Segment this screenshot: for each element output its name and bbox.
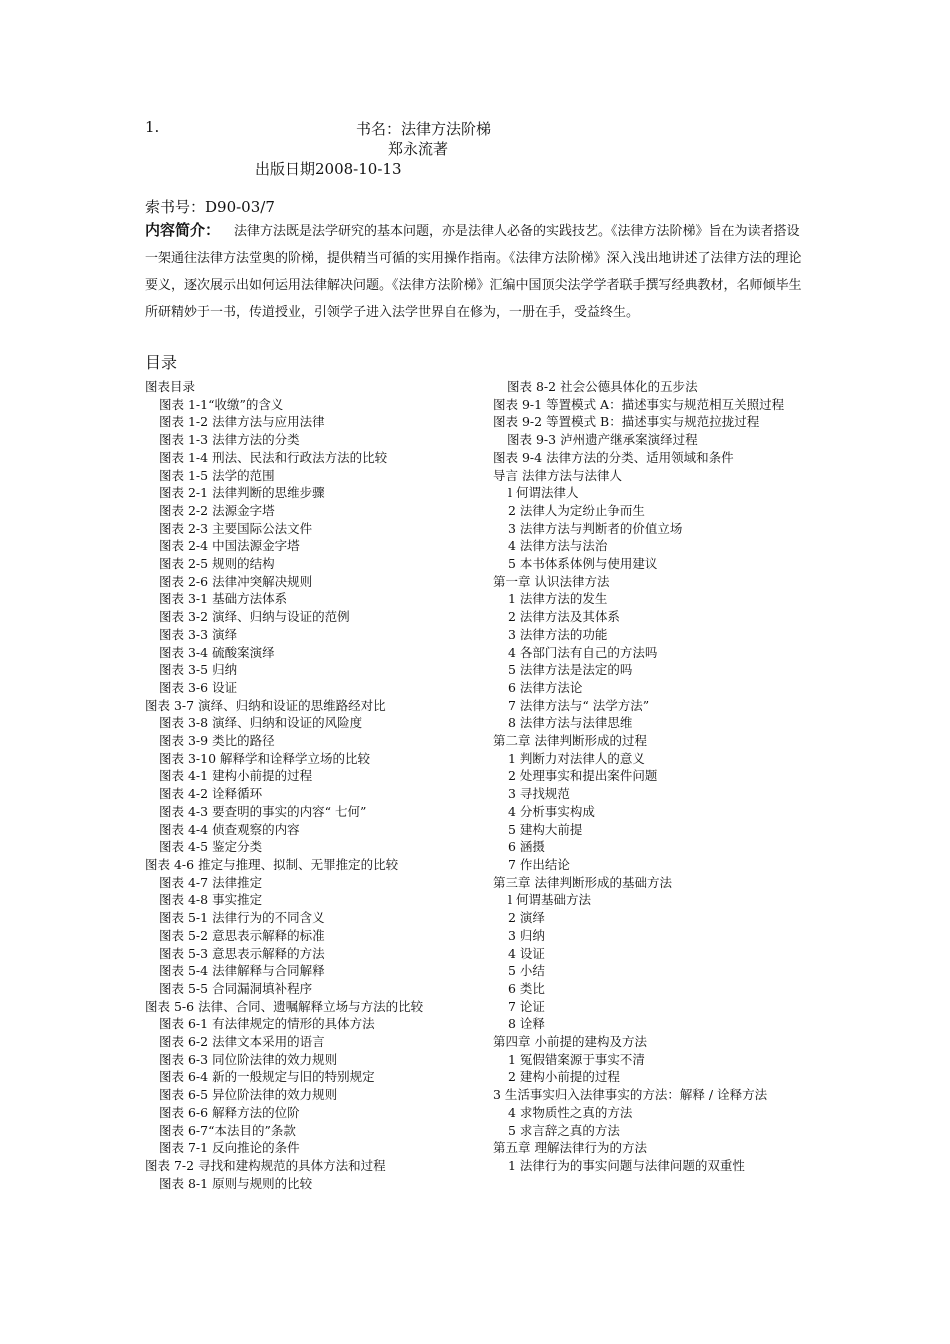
- toc-entry: 图表 1-2 法律方法与应用法律: [159, 414, 325, 430]
- toc-entry: 4 求物质性之真的方法: [508, 1104, 633, 1120]
- toc-section-heading: 第五章 理解法律行为的方法: [493, 1140, 647, 1156]
- toc-entry: 图表 1-5 法学的范围: [159, 467, 275, 483]
- toc-entry: 图表 2-4 中国法源金字塔: [159, 538, 300, 554]
- toc-entry: 图表 2-5 规则的结构: [159, 556, 275, 572]
- toc-entry: 图表 3-8 演绎、归纳和设证的风险度: [159, 715, 363, 731]
- toc-entry: 图表 8-1 原则与规则的比较: [159, 1175, 313, 1191]
- toc-entry: 图表 4-7 法律推定: [159, 874, 263, 890]
- toc-entry: 图表 6-1 有法律规定的情形的具体方法: [159, 1016, 375, 1032]
- toc-entry: 图表 3-10 解释学和诠释学立场的比较: [159, 750, 371, 766]
- toc-entry: 7 作出结论: [508, 856, 570, 872]
- content-summary: [145, 217, 805, 326]
- toc-heading: 目录: [145, 353, 178, 372]
- toc-entry: 3 法律方法的功能: [508, 626, 608, 642]
- toc-entry: 5 建构大前提: [508, 821, 583, 837]
- toc-entry: 1 冤假错案源于事实不清: [508, 1051, 645, 1067]
- toc-entry: 3 寻找规范: [508, 786, 570, 802]
- toc-entry: 7 论证: [508, 998, 545, 1014]
- toc-entry: 5 小结: [508, 963, 545, 979]
- toc-entry: 5 本书体系体例与使用建议: [508, 556, 658, 572]
- toc-section-heading: 第二章 法律判断形成的过程: [493, 733, 647, 749]
- toc-entry: 图表 3-2 演绎、归纳与设证的范例: [159, 609, 350, 625]
- book-title: 书名：法律方法阶梯: [356, 120, 492, 138]
- toc-entry: 图表 3-6 设证: [159, 679, 238, 695]
- toc-section-heading: 第三章 法律判断形成的基础方法: [493, 874, 672, 890]
- toc-entry: 图表 5-1 法律行为的不同含义: [159, 910, 325, 926]
- toc-entry: 图表 6-2 法律文本采用的语言: [159, 1034, 325, 1050]
- toc-entry: 图表 1-3 法律方法的分类: [159, 432, 300, 448]
- toc-entry: 图表 4-4 侦查观察的内容: [159, 821, 300, 837]
- toc-entry: 图表 5-6 法律、合同、遗嘱解释立场与方法的比较: [145, 998, 424, 1014]
- toc-entry: 1 法律方法的发生: [508, 591, 608, 607]
- toc-entry: 4 各部门法有自己的方法吗: [508, 644, 658, 660]
- toc-entry: 图表 3-1 基础方法体系: [159, 591, 288, 607]
- toc-entry: 图表 2-2 法源金字塔: [159, 502, 275, 518]
- toc-entry: 4 法律方法与法治: [508, 538, 608, 554]
- toc-entry: l 何谓法律人: [508, 485, 579, 501]
- toc-entry: 图表 7-2 寻找和建构规范的具体方法和过程: [145, 1157, 386, 1173]
- toc-entry: 图表 5-3 意思表示解释的方法: [159, 945, 325, 961]
- call-number: 索书号：D90-03/7: [145, 198, 275, 216]
- toc-entry: 2 法律人为定纷止争而生: [508, 502, 645, 518]
- toc-entry: 6 法律方法论: [508, 679, 583, 695]
- book-author: 郑永流著: [388, 140, 449, 158]
- toc-entry: l 何谓基础方法: [508, 892, 591, 908]
- toc-entry: 图表 9-3 泸州遗产继承案演绎过程: [507, 432, 698, 448]
- toc-entry: 3 法律方法与判断者的价值立场: [508, 520, 683, 536]
- toc-entry: 图表 3-3 演绎: [159, 626, 238, 642]
- toc-entry: 5 求言辞之真的方法: [508, 1122, 620, 1138]
- toc-entry: 8 诠释: [508, 1016, 545, 1032]
- toc-entry: 6 涵摄: [508, 839, 545, 855]
- toc-entry: 图表 4-2 诠释循环: [159, 786, 263, 802]
- toc-entry: 图表 4-3 要查明的事实的内容“ 七何”: [159, 803, 367, 819]
- toc-entry: 图表 8-2 社会公德具体化的五步法: [507, 379, 698, 394]
- toc-entry: 7 法律方法与“ 法学方法”: [508, 697, 650, 713]
- toc-section-heading: 图表目录: [145, 379, 196, 394]
- publication-date: 出版日期2008-10-13: [255, 160, 402, 178]
- toc-entry: 2 法律方法及其体系: [508, 609, 620, 625]
- toc-entry: 图表 3-5 归纳: [159, 662, 238, 678]
- toc-entry: 图表 6-7“本法目的”条款: [159, 1122, 296, 1138]
- toc-entry: 3 归纳: [508, 927, 545, 943]
- toc-entry: 图表 3-7 演绎、归纳和设证的思维路经对比: [145, 697, 386, 713]
- toc-entry: 图表 1-1“收缴”的含义: [159, 396, 284, 412]
- toc-entry: 图表 6-5 异位阶法律的效力规则: [159, 1087, 338, 1103]
- toc-section-heading: 第一章 认识法律方法: [493, 573, 610, 589]
- toc-entry: 图表 4-1 建构小前提的过程: [159, 768, 313, 784]
- toc-entry: 图表 4-5 鉴定分类: [159, 839, 263, 855]
- toc-left-column: [145, 378, 453, 1192]
- toc-entry: 图表 4-6 推定与推理、拟制、无罪推定的比较: [145, 856, 399, 872]
- toc-entry: 图表 4-8 事实推定: [159, 892, 263, 908]
- toc-entry: 图表 7-1 反向推论的条件: [159, 1140, 300, 1156]
- entry-number: 1.: [145, 118, 160, 136]
- toc-entry: 6 类比: [508, 980, 545, 996]
- content-summary-text: 法律方法既是法学研究的基本问题，亦是法律人必备的实践技艺。《法律方法阶梯》旨在为读者搭设一架通往法律方法堂奥的阶梯，提供精当可循的实用操作指南。《法律方法阶梯》深入浅出地讲述了法律方法的理论要义，逐次展示出如何运用法律解决问题。《法律方法阶梯》汇编中国顶尖法学学者联手撰写经典教材，名师倾毕生所研精妙于一书，传道授业，引领学子进入法学世界自在修为，一册在手，受益终生。: [145, 224, 802, 320]
- toc-entry: 图表 5-4 法律解释与合同解释: [159, 963, 325, 979]
- toc-entry: 图表 9-2 等置模式 B：描述事实与规范拉拢过程: [493, 414, 760, 430]
- content-summary-label: 内容简介：: [145, 221, 221, 239]
- toc-entry: 图表 2-1 法律判断的思维步骤: [159, 485, 325, 501]
- toc-entry: 图表 9-4 法律方法的分类、适用领域和条件: [493, 449, 734, 465]
- toc-entry: 2 建构小前提的过程: [508, 1069, 620, 1085]
- toc-entry: 4 分析事实构成: [508, 803, 595, 819]
- toc-entry: 图表 9-1 等置模式 A：描述事实与规范相互关照过程: [493, 396, 785, 412]
- toc-entry: 1 法律行为的事实问题与法律问题的双重性: [508, 1157, 745, 1173]
- toc-entry: 3 生活事实归入法律事实的方法：解释 / 诠释方法: [493, 1087, 768, 1103]
- toc-entry: 8 法律方法与法律思维: [508, 715, 633, 731]
- toc-entry: 5 法律方法是法定的吗: [508, 662, 633, 678]
- toc-entry: 图表 5-2 意思表示解释的标准: [159, 927, 325, 943]
- toc-right-column: [493, 378, 803, 1175]
- toc-entry: 图表 3-9 类比的路径: [159, 733, 275, 749]
- toc-entry: 2 处理事实和提出案件问题: [508, 768, 658, 784]
- toc-entry: 图表 2-3 主要国际公法文件: [159, 520, 313, 536]
- toc-section-heading: 导言 法律方法与法律人: [493, 467, 622, 483]
- toc-entry: 图表 3-4 硫酸案演绎: [159, 644, 275, 660]
- toc-entry: 图表 5-5 合同漏洞填补程序: [159, 980, 313, 996]
- toc-entry: 1 判断力对法律人的意义: [508, 750, 645, 766]
- toc-entry: 4 设证: [508, 945, 545, 961]
- toc-entry: 图表 6-6 解释方法的位阶: [159, 1104, 300, 1120]
- toc-entry: 2 演绎: [508, 910, 545, 926]
- toc-entry: 图表 2-6 法律冲突解决规则: [159, 573, 313, 589]
- toc-entry: 图表 6-3 同位阶法律的效力规则: [159, 1051, 338, 1067]
- toc-entry: 图表 1-4 刑法、民法和行政法方法的比较: [159, 449, 388, 465]
- toc-section-heading: 第四章 小前提的建构及方法: [493, 1034, 647, 1050]
- toc-entry: 图表 6-4 新的一般规定与旧的特别规定: [159, 1069, 375, 1085]
